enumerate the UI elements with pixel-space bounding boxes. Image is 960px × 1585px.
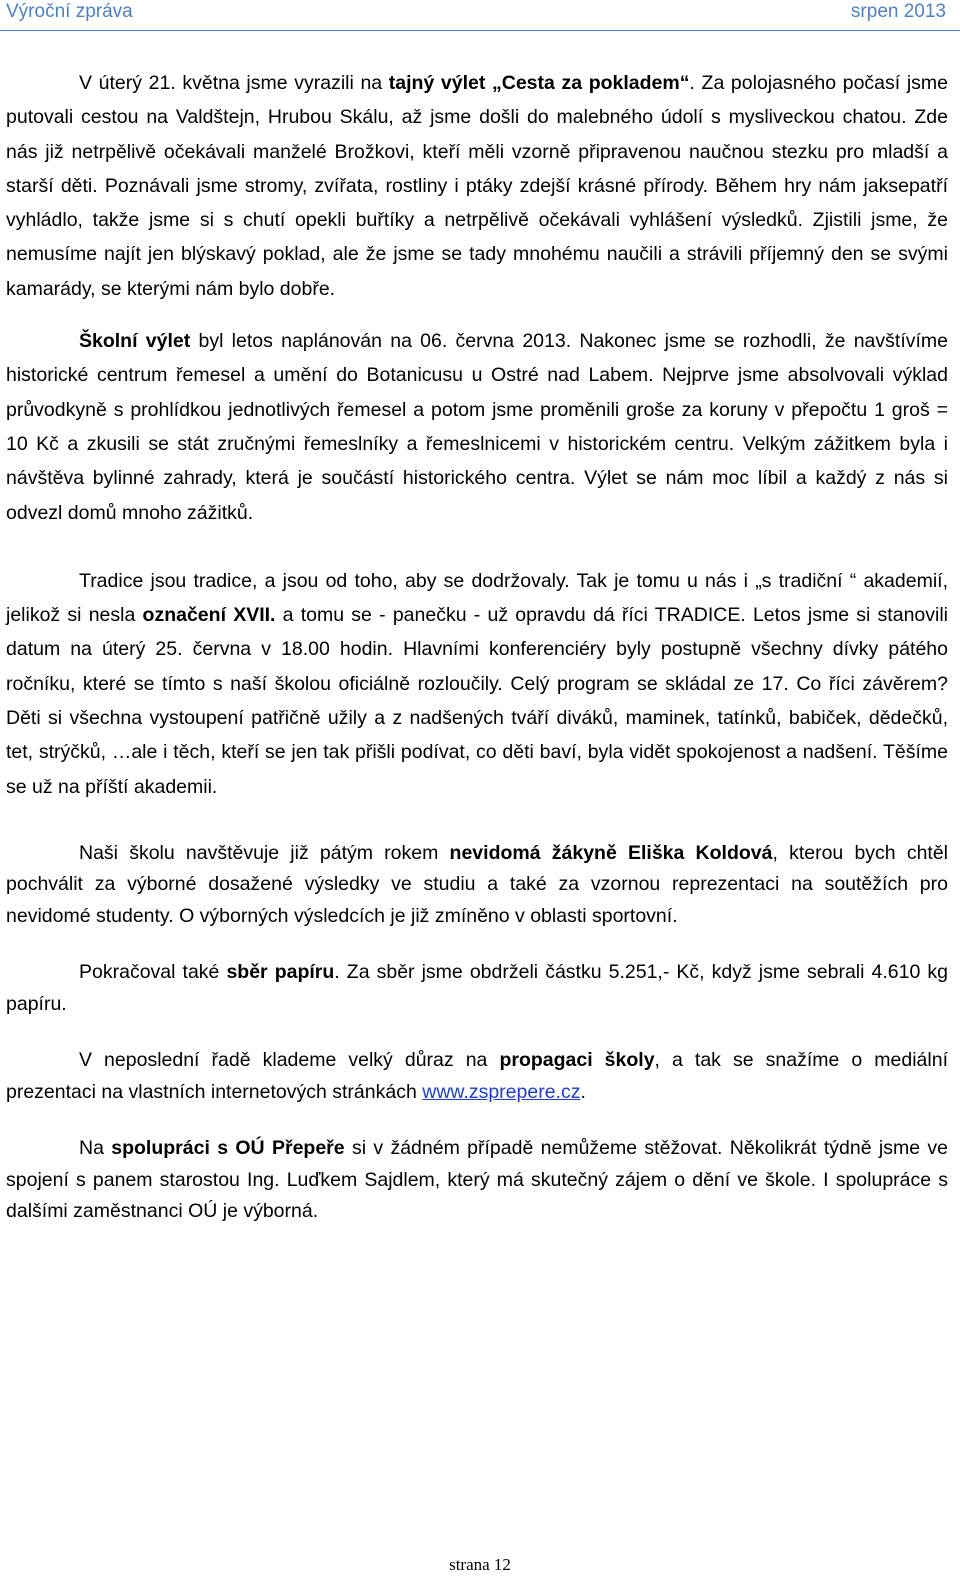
document-body bbox=[6, 66, 948, 1228]
paragraph-school-trip: Školní výlet byl letos naplánován na 06. června 2013. Nakonec jsme se rozhodli, že navštívíme historické centrum řemesel a umění do Botanicusu u Ostré nad Labem. Nejprve jsme absolvovali výklad průvodkyně s prohlídkou jednotlivých řemesel a potom jsme proměnili groše za koruny v přepočtu 1 groš = 10 Kč a zkusili se stát zručnými řemeslníky a řemeslnicemi v historickém centru. Velkým zážitkem byla i návštěva bylinné zahrady, která je součástí historického centra. Výlet se nám moc líbil a každý z nás si odvezl domů mnoho zážitků. bbox=[6, 330, 948, 524]
paragraph-treasure-trip: V úterý 21. května jsme vyrazili na tajný výlet „Cesta za pokladem“. Za polojasného počasí jsme putovali cestou na Valdštejn, Hrubou Skálu, až jsme došli do malebného údolí s mysliveckou chatou. Zde nás již netrpělivě očekávali manželé Brožkovi, kteří měli vzorně připravenou naučnou stezku pro mladší a starší děti. Poznávali jsme stromy, zvířata, rostliny i ptáky zdejší krásné přírody. Během hry nám jaksepatří vyhládlo, takže jsme si s chutí opekli buřtíky a netrpělivě očekávali vyhlášení výsledků. Zjistili jsme, že nemusíme najít jen blýskavý poklad, ale že jsme se tady mnohému naučili a strávili příjemný den se svými kamarády, se kterými nám bylo dobře. bbox=[6, 72, 948, 300]
page-number: strana 12 bbox=[449, 1555, 511, 1574]
paragraph-school-promotion: V neposlední řadě klademe velký důraz na propagaci školy, a tak se snažíme o mediální prezentaci na vlastních internetových stránkách www.zsprepere.cz. bbox=[6, 1049, 948, 1103]
header-title: Výroční zpráva bbox=[6, 1, 133, 22]
page-header bbox=[0, 0, 960, 31]
header-date: srpen 2013 bbox=[850, 1, 946, 22]
paragraph-blind-student: Naši školu navštěvuje již pátým rokem nevidomá žákyně Eliška Koldová, kterou bych chtěl pochválit za výborné dosažené výsledky ve studiu a také za vzornou reprezentaci na soutěžích pro nevidomé studenty. O výborných výsledcích je již zmíněno v oblasti sportovní. bbox=[6, 841, 949, 927]
website-link[interactable]: www.zsprepere.cz bbox=[422, 1080, 581, 1103]
paragraph-academy: Tradice jsou tradice, a jsou od toho, aby se dodržovaly. Tak je tomu u nás i „s tradiční “ akademií, jelikož si nesla označení XVII. a tomu se - panečku - už opravdu dá říci TRADICE. Letos jsme si stanovili datum na úterý 25. června v 18.00 hodin. Hlavními konferenciéry byly postupně všechny dívky pátého ročníku, které se tímto s naší školou oficiálně rozloučily. Celý program se skládal ze 17. Co říci závěrem? Děti si všechna vystoupení patřičně užily a z nadšených tváří diváků, maminek, tatínků, babiček, dědečků, tet, strýčků, …ale i těch, kteří se jen tak přišli podívat, co děti baví, byla vidět spokojenost a nadšení. Těšíme se už na příští akademii. bbox=[6, 569, 949, 798]
paragraph-municipality-cooperation: Na spolupráci s OÚ Přepeře si v žádném případě nemůžeme stěžovat. Několikrát týdně jsme ve spojení s panem starostou Ing. Luďkem Sajdlem, který má skutečný zájem o dění ve škole. I spolupráce s dalšími zaměstnanci OÚ je výborná. bbox=[6, 1137, 948, 1223]
paragraph-paper-collection: Pokračoval také sběr papíru. Za sběr jsme obdrželi částku 5.251,- Kč, když jsme sebrali 4.610 kg papíru. bbox=[6, 961, 948, 1015]
